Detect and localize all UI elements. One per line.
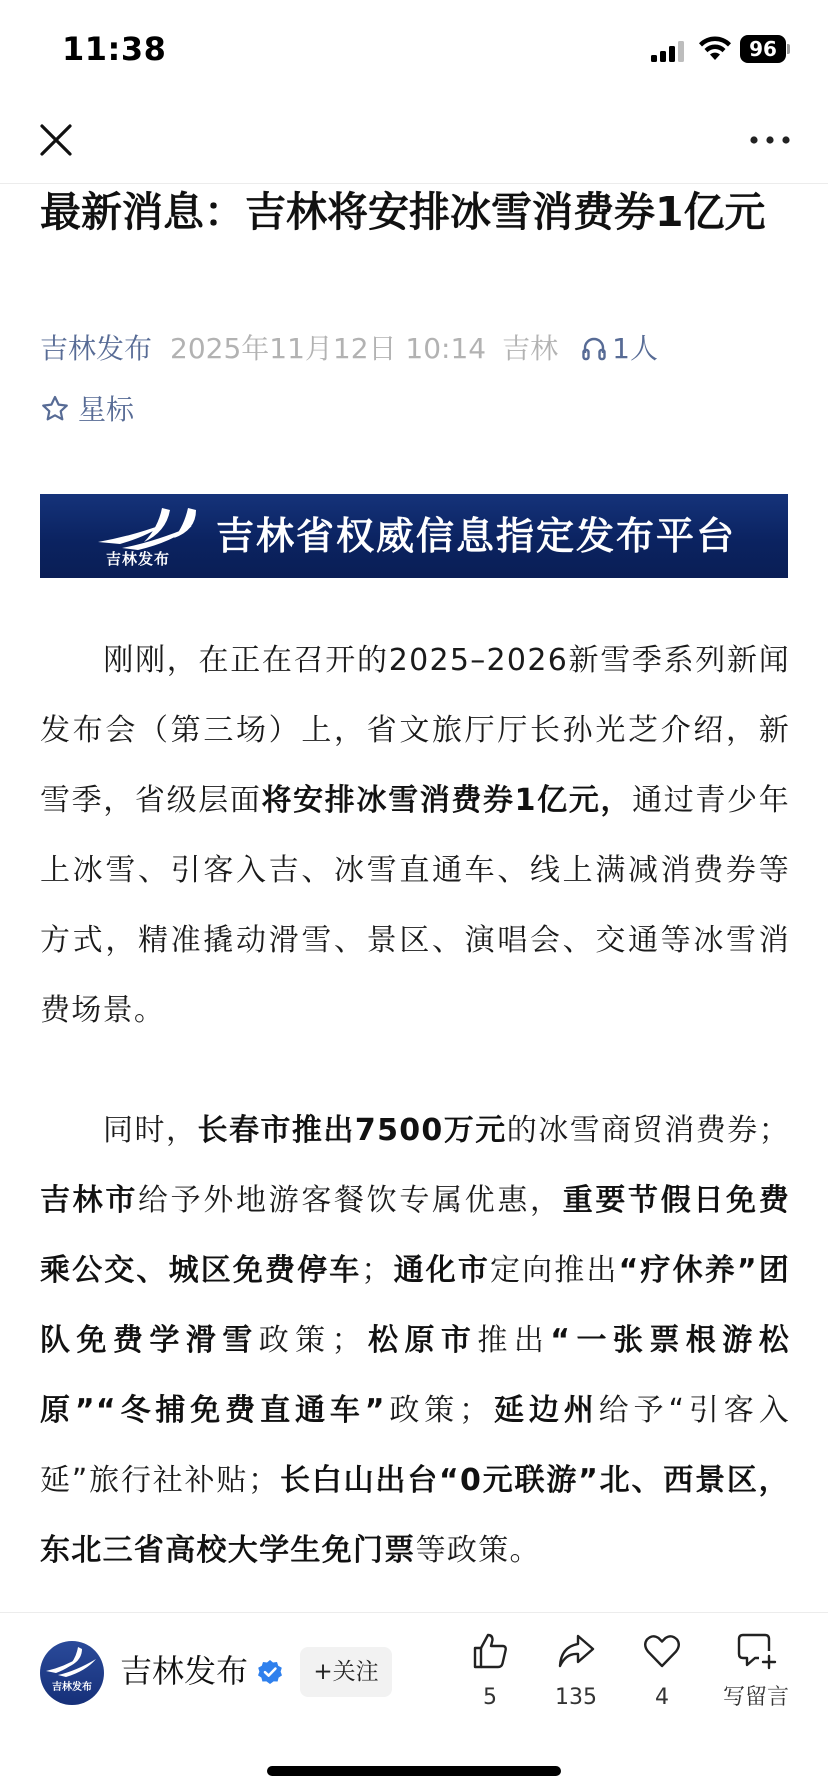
bold-text-segment: 长春市推出7500万元	[197, 1113, 507, 1148]
nav-bar	[0, 100, 828, 184]
source-link[interactable]: 吉林发布	[40, 332, 153, 365]
text-segment: ；	[361, 1253, 393, 1288]
bottom-bar	[0, 1612, 828, 1792]
paragraph-2	[40, 1096, 790, 1586]
battery-icon	[740, 35, 790, 63]
bold-text-segment: 延边州	[490, 1393, 599, 1428]
share-count: 135	[555, 1685, 597, 1710]
text-segment: 定向推出	[490, 1253, 619, 1288]
publish-location: 吉林	[502, 332, 559, 365]
publisher-banner	[40, 494, 788, 578]
star-button[interactable]	[40, 388, 134, 432]
text-segment: 政策；	[258, 1323, 363, 1358]
star-icon	[40, 394, 70, 424]
close-button[interactable]	[34, 118, 78, 162]
text-segment: 给予“引客入延”旅行社补贴；	[40, 1393, 790, 1498]
banner-logo-text: 吉林发布	[106, 550, 171, 568]
battery-level: 96	[740, 35, 786, 63]
comment-button[interactable]	[706, 1631, 806, 1731]
love-count: 4	[655, 1685, 669, 1710]
text-segment: 刚刚，在正在召开的2025–2026新雪季系列新闻发布会（第三场）上，省文旅厅厅长孙光芝介绍，新雪季，省级层面	[40, 643, 790, 818]
heart-icon	[642, 1631, 682, 1671]
bold-text-segment: 重要节假日免费乘公交、城区免费停车	[40, 1183, 791, 1288]
avatar[interactable]	[40, 1641, 104, 1705]
love-button[interactable]	[622, 1631, 702, 1731]
publish-date: 2025年11月12日 10:14	[170, 332, 487, 365]
follow-button[interactable]: +关注	[300, 1647, 392, 1697]
text-segment: 政策；	[385, 1393, 491, 1428]
more-button[interactable]	[744, 120, 796, 160]
account-name[interactable]: 吉林发布	[120, 1652, 249, 1690]
like-count: 5	[483, 1685, 497, 1710]
bold-text-segment: 将安排冰雪消费券1亿元，	[261, 783, 633, 818]
share-icon	[556, 1631, 596, 1671]
like-button[interactable]	[450, 1631, 530, 1731]
article-meta	[40, 327, 800, 371]
bold-text-segment: 吉林市	[40, 1183, 139, 1218]
status-bar	[0, 0, 828, 100]
banner-text: 吉林省权威信息指定发布平台	[216, 514, 737, 558]
paragraph-1	[40, 626, 790, 1046]
avatar-logo	[40, 1641, 104, 1705]
bold-text-segment: 长白山出台“0元联游”北、西景区，东北三省高校大学生免门票	[40, 1463, 790, 1568]
comment-label: 写留言	[722, 1685, 789, 1710]
listener-count: 1人	[612, 332, 658, 365]
headphones-icon	[580, 334, 608, 362]
listen-button[interactable]	[580, 332, 658, 365]
status-time: 11:38	[62, 30, 167, 68]
text-segment: 等政策。	[415, 1533, 541, 1568]
close-icon	[34, 118, 78, 162]
text-segment: 通过青少年上冰雪、引客入吉、冰雪直通车、线上满减消费券等方式，精准撬动滑雪、景区、演唱会、交通等冰雪消费场景。	[40, 783, 790, 1028]
thumbs-up-icon	[470, 1631, 510, 1671]
wifi-icon	[698, 34, 732, 62]
home-indicator	[267, 1766, 561, 1776]
verified-badge-icon	[257, 1659, 283, 1685]
star-label: 星标	[78, 393, 135, 426]
bold-text-segment: “疗休养”团队免费学滑雪	[40, 1253, 791, 1358]
text-segment: 的冰雪商贸消费券；	[506, 1113, 791, 1148]
article-title: 最新消息：吉林将安排冰雪消费券1亿元	[40, 188, 766, 236]
share-button[interactable]	[536, 1631, 616, 1731]
bold-text-segment: 松原市	[362, 1323, 478, 1358]
bold-text-segment: 通化市	[392, 1253, 490, 1288]
bold-text-segment: “一张票根游松原”“冬捕免费直通车”	[40, 1323, 790, 1428]
comment-icon	[735, 1631, 777, 1671]
text-segment: 同时，	[40, 1113, 198, 1148]
more-icon	[744, 120, 796, 160]
signal-icon	[651, 40, 687, 62]
text-segment: 推出	[477, 1323, 551, 1358]
avatar-text: 吉林发布	[52, 1682, 92, 1693]
text-segment: 给予外地游客餐饮专属优惠，	[138, 1183, 563, 1218]
